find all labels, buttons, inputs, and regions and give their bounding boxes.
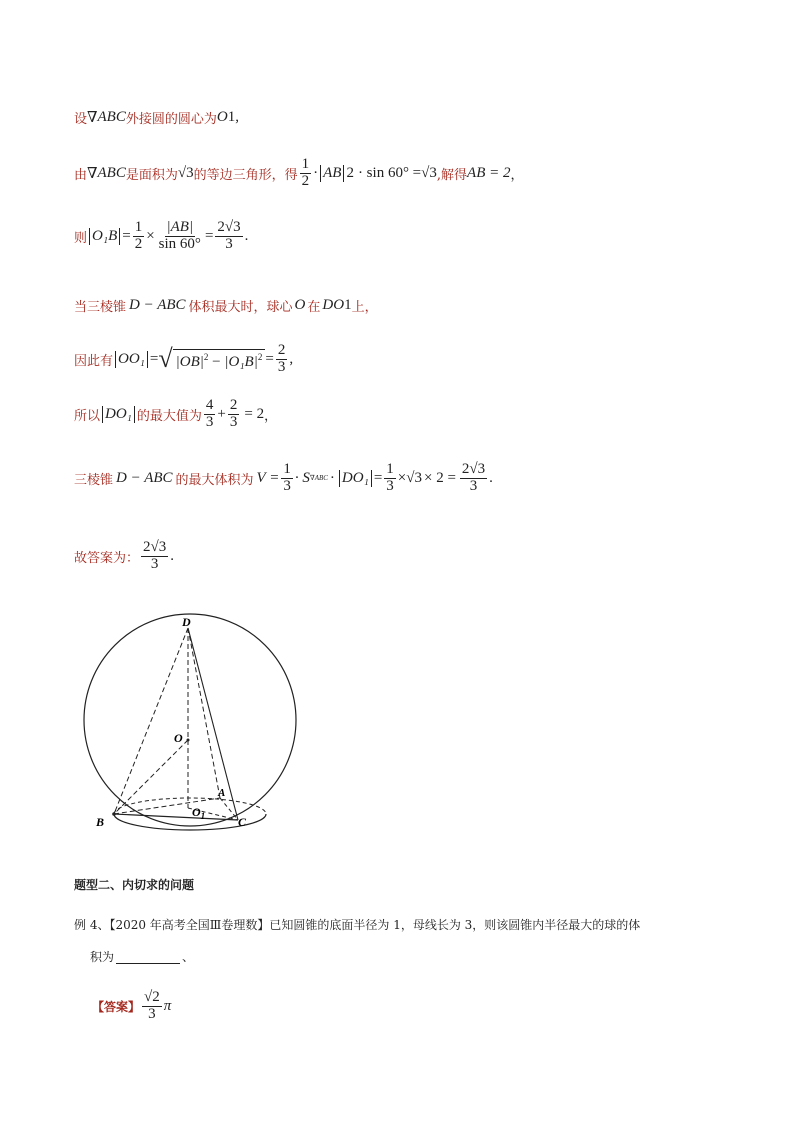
fraction: $\frac{2√3}{3}$ bbox=[217, 219, 241, 252]
point-b bbox=[112, 812, 116, 816]
fraction: $\frac{1}{3}$ bbox=[386, 461, 394, 494]
edge-da bbox=[188, 628, 220, 798]
sqrt: √3 bbox=[406, 469, 422, 486]
sin-expr: · sin 60° = bbox=[357, 164, 422, 181]
sphere-outline bbox=[84, 614, 296, 826]
text: 在 bbox=[307, 300, 321, 315]
solution-line-2: 由 ∇ ABC 是面积为 √3 的等边三角形，得 $\frac{1}{2}$ · AB 2 · sin 60° = √3 ,解得 AB = 2 ， bbox=[74, 156, 524, 189]
big-sqrt: √ $|OB|^2 - |O_1B|^2$ bbox=[158, 346, 265, 372]
text: 因此有 bbox=[74, 353, 114, 369]
answer-blank bbox=[116, 949, 180, 964]
solution-line-1 bbox=[74, 108, 239, 127]
label-b: B bbox=[96, 815, 105, 829]
math-o: O bbox=[216, 109, 228, 125]
text: 外接圆的圆心为 bbox=[125, 112, 217, 127]
edge-db bbox=[114, 628, 188, 814]
text: 是面积为 bbox=[125, 167, 178, 183]
text: 上， bbox=[351, 300, 378, 315]
edge-ob bbox=[114, 740, 188, 814]
solution-line-5: 因此有 OO₁ = √ $|OB|^2 - |O_1B|^2$ = $\frac{2}{3}$ , bbox=[74, 342, 294, 375]
solution-line-3: 则 O₁B = $\frac{1}{2}$ × $\frac{|AB|}{\sin 60^\circ}$ = $\frac{2√3}{3}$ . bbox=[74, 219, 249, 252]
text: 所以 bbox=[74, 408, 101, 424]
punct: , bbox=[235, 109, 239, 125]
abs-o1b: O₁B bbox=[89, 228, 120, 245]
solution-line-8: 故答案为： $\frac{2√3}{3}$ . bbox=[74, 539, 174, 572]
math-abc: ABC bbox=[97, 109, 126, 125]
sqrt: √3 bbox=[177, 164, 194, 181]
math-o: O bbox=[294, 297, 306, 313]
punct: ， bbox=[510, 167, 524, 183]
subscript: 1 bbox=[227, 109, 236, 125]
math-do: DO bbox=[322, 297, 345, 313]
triangle-symbol: ∇ bbox=[87, 110, 98, 126]
text: 由 bbox=[74, 167, 88, 183]
math-dabc: D − ABC bbox=[116, 469, 173, 486]
fraction: $\frac{2√3}{3}$ bbox=[143, 539, 167, 572]
answer-fraction: $\frac{√2}{3}$ bbox=[144, 989, 160, 1022]
text: 的等边三角形，得 bbox=[193, 167, 298, 183]
fraction: $\frac{2}{3}$ bbox=[229, 397, 238, 430]
sqrt: √3 bbox=[421, 164, 437, 181]
point-o bbox=[187, 739, 190, 742]
fraction: $\frac{1}{3}$ bbox=[283, 461, 291, 494]
fraction: $\frac{1}{2}$ bbox=[134, 219, 143, 252]
label-o1: $O_1$ bbox=[192, 805, 206, 821]
text: 则 bbox=[74, 230, 88, 246]
fraction: $\frac{1}{2}$ bbox=[301, 156, 310, 189]
edge-bc bbox=[114, 814, 238, 820]
math-result: AB = 2 bbox=[467, 164, 511, 181]
text: 故答案为： bbox=[74, 550, 140, 566]
label-c: C bbox=[238, 815, 247, 829]
solution-line-6: 所以 DO₁ 的最大值为 $\frac{4}{3}$ + $\frac{2}{3}$ = 2 ， bbox=[74, 397, 278, 430]
text: 的最大值为 bbox=[136, 408, 202, 424]
text: 的最大体积为 bbox=[175, 472, 254, 488]
fraction: $\frac{2}{3}$ bbox=[277, 342, 286, 375]
label-o: O bbox=[174, 731, 183, 745]
abs-do1: DO₁ bbox=[339, 470, 372, 487]
label-a: A bbox=[218, 787, 226, 799]
math-abc: ABC bbox=[97, 164, 126, 181]
abs-ab: AB bbox=[320, 165, 344, 182]
text: ,解得 bbox=[436, 167, 468, 183]
math-dabc: D − ABC bbox=[129, 297, 186, 313]
label-d: D bbox=[182, 615, 191, 629]
answer-line: 【答案】 $\frac{√2}{3}$ π bbox=[92, 989, 172, 1022]
solution-line-4: 当三棱锥 D − ABC 体积最大时，球心 O 在 DO 1 上， bbox=[74, 297, 378, 315]
fraction: $\frac{|AB|}{\sin 60^\circ}$ bbox=[158, 219, 201, 252]
example-4-line-1: 例 4、【2020 年高考全国Ⅲ卷理数】已知圆锥的底面半径为 1，母线长为 3，则该圆锥内半径最大的球的体 bbox=[74, 918, 641, 932]
solution-line-7: 三棱锥 D − ABC 的最大体积为 V = $\frac{1}{3}$ · S ∇ABC · DO₁ = $\frac{1}{3}$ × √3 × 2 = $\frac{2√3}{3}$ . bbox=[74, 461, 493, 494]
section-title: 题型二、内切求的问题 bbox=[74, 878, 195, 892]
fraction: $\frac{4}{3}$ bbox=[205, 397, 214, 430]
answer-label: 【答案】 bbox=[92, 999, 141, 1014]
example-4-line-2: 积为 、 bbox=[90, 950, 195, 964]
abs-do1: DO₁ bbox=[102, 406, 135, 423]
edge-dc bbox=[188, 628, 238, 820]
text: 当三棱锥 bbox=[74, 300, 127, 315]
fraction: $\frac{2√3}{3}$ bbox=[461, 461, 486, 494]
text: 三棱锥 bbox=[74, 472, 114, 488]
text: 体积最大时，球心 bbox=[188, 300, 293, 315]
triangle-symbol: ∇ bbox=[87, 165, 98, 182]
abs-oo1: OO₁ bbox=[115, 351, 148, 368]
text: 设 bbox=[74, 112, 88, 127]
sphere-pyramid-figure bbox=[78, 612, 308, 832]
